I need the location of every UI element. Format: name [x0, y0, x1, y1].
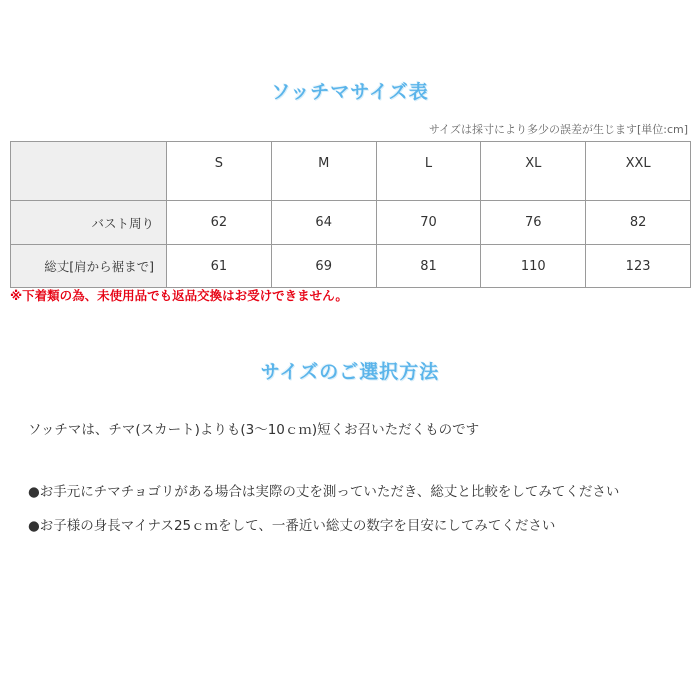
row-label-length: 総丈[肩から裾まで] — [11, 245, 167, 288]
guide-line-height: ●お子様の身長マイナス25ｃｍをして、一番近い総丈の数字を目安にしてみてください — [28, 518, 556, 534]
column-header-xl: XL — [481, 142, 586, 201]
table-cell: 69 — [271, 245, 376, 288]
table-cell: 70 — [376, 201, 481, 245]
table-cell: 110 — [481, 245, 586, 288]
table-cell: 62 — [167, 201, 272, 245]
table-cell: 76 — [481, 201, 586, 245]
table-cell: 64 — [271, 201, 376, 245]
table-corner-cell — [11, 142, 167, 201]
guide-line-measure: ●お手元にチマチョゴリがある場合は実際の丈を測っていただき、総丈と比較をしてみてください — [28, 484, 620, 500]
measurement-note: サイズは採寸により多少の誤差が生じます[単位:cm] — [428, 123, 688, 136]
row-label-bust: バスト周り — [11, 201, 167, 245]
table-cell: 61 — [167, 245, 272, 288]
table-cell: 82 — [586, 201, 691, 245]
table-header-row — [11, 142, 691, 201]
size-table — [10, 141, 691, 288]
column-header-m: M — [271, 142, 376, 201]
column-header-s: S — [167, 142, 272, 201]
size-chart-title: ソッチマサイズ表 — [271, 81, 429, 103]
size-guide-title: サイズのご選択方法 — [260, 361, 440, 383]
no-return-warning: ※下着類の為、未使用品でも返品交換はお受けできません。 — [10, 288, 348, 303]
table-cell: 81 — [376, 245, 481, 288]
table-cell: 123 — [586, 245, 691, 288]
column-header-xxl: XXL — [586, 142, 691, 201]
column-header-l: L — [376, 142, 481, 201]
guide-line-intro: ソッチマは、チマ(スカート)よりも(3〜10ｃｍ)短くお召いただくものです — [28, 422, 480, 438]
table-row — [11, 245, 691, 288]
table-row — [11, 201, 691, 245]
